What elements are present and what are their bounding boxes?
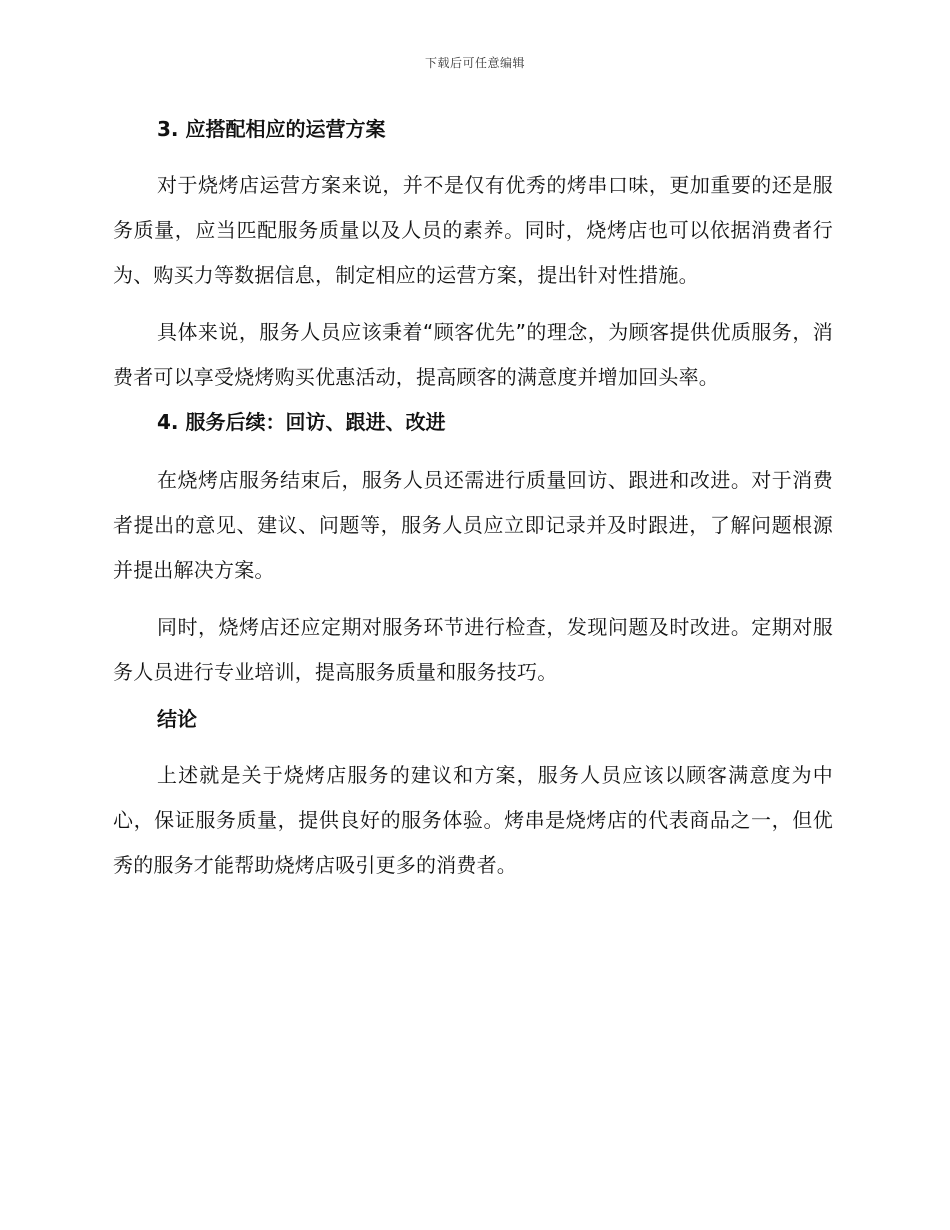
document-body [113, 112, 833, 888]
header-note: 下载后可任意编辑 [424, 56, 525, 70]
section-3-heading: 3. 应搭配相应的运营方案 [157, 117, 386, 141]
section-4-paragraph-1: 在烧烤店服务结束后，服务人员还需进行质量回访、跟进和改进。对于消费者提出的意见、建议、问题等，服务人员应立即记录并及时跟进，了解问题根源并提出解决方案。 [113, 468, 833, 582]
conclusion-paragraph: 上述就是关于烧烤店服务的建议和方案，服务人员应该以顾客满意度为中心，保证服务质量，提供良好的服务体验。烤串是烧烤店的代表商品之一，但优秀的服务才能帮助烧烤店吸引更多的消费者。 [113, 763, 833, 877]
section-3-paragraph-2: 具体来说，服务人员应该秉着“顾客优先”的理念，为顾客提供优质服务，消费者可以享受烧烤购买优惠活动，提高顾客的满意度并增加回头率。 [113, 320, 833, 389]
section-4-heading: 4. 服务后续：回访、跟进、改进 [157, 410, 446, 434]
section-3-paragraph-1: 对于烧烤店运营方案来说，并不是仅有优秀的烤串口味，更加重要的还是服务质量，应当匹配服务质量以及人员的素养。同时，烧烤店也可以依据消费者行为、购买力等数据信息，制定相应的运营方案，提出针对性措施。 [113, 173, 833, 287]
section-4-paragraph-2: 同时，烧烤店还应定期对服务环节进行检查，发现问题及时改进。定期对服务人员进行专业培训，提高服务质量和服务技巧。 [113, 615, 833, 684]
conclusion-heading: 结论 [157, 707, 197, 731]
